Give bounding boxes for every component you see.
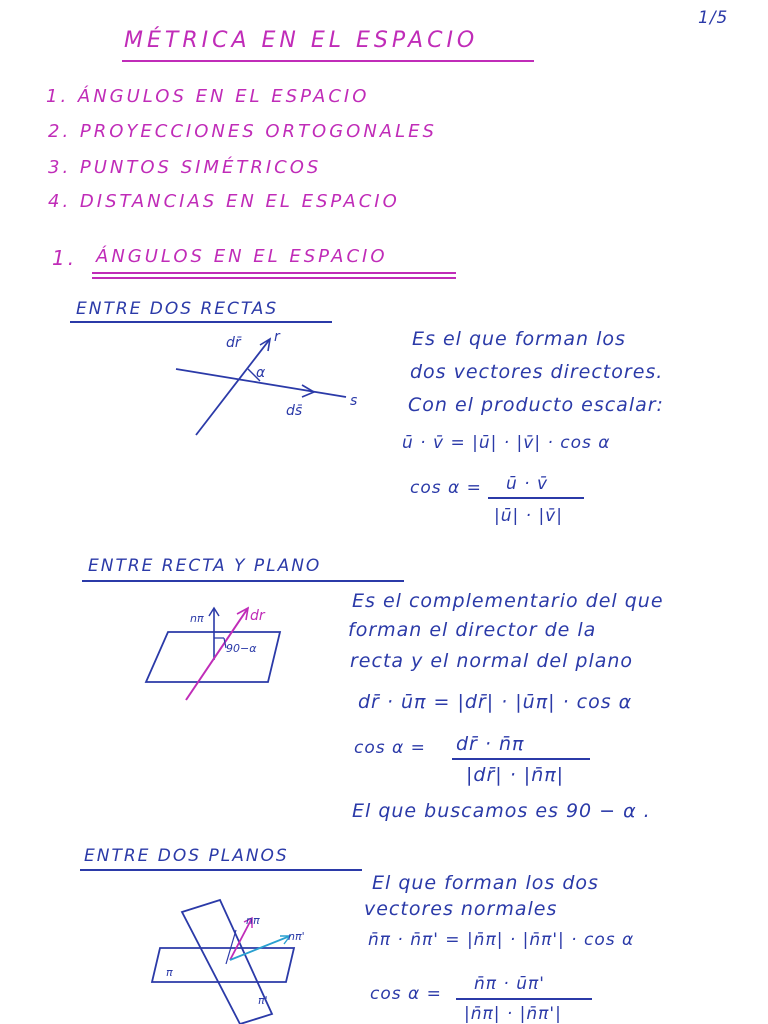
- line-plane-text-2: forman el director de la: [348, 619, 597, 641]
- two-lines-label-ds: ds̄: [286, 403, 303, 419]
- section-underline-1: [92, 272, 456, 274]
- two-planes-formula: n̄π · n̄π' = |n̄π| · |n̄π'| · cos α: [368, 930, 635, 950]
- two-lines-fraction-bar: [488, 497, 584, 499]
- contents-item-3: 3. PUNTOS SIMÉTRICOS: [48, 157, 322, 178]
- line-plane-heading: ENTRE RECTA Y PLANO: [88, 556, 322, 576]
- two-planes-label-p2: π': [258, 994, 268, 1007]
- two-lines-text-1: Es el que forman los: [412, 328, 626, 350]
- two-planes-label-p1: π: [166, 966, 173, 979]
- two-lines-label-s: s: [350, 393, 358, 409]
- two-lines-label-r: r: [274, 329, 280, 345]
- line-plane-label-dr: dr: [250, 608, 265, 624]
- two-planes-cos-lhs: cos α =: [370, 984, 442, 1004]
- line-plane-text-3: recta y el normal del plano: [350, 650, 634, 672]
- line-plane-formula: dr̄ · ūπ = |dr̄| · |ūπ| · cos α: [358, 691, 633, 713]
- two-planes-cos-den: |n̄π| · |n̄π'|: [464, 1004, 562, 1024]
- contents-item-4: 4. DISTANCIAS EN EL ESPACIO: [48, 191, 400, 212]
- two-lines-text-2: dos vectores directores.: [410, 361, 664, 383]
- two-lines-cos-lhs: cos α =: [410, 478, 482, 498]
- two-lines-heading: ENTRE DOS RECTAS: [76, 299, 279, 319]
- line-plane-cos-lhs: cos α =: [354, 738, 426, 758]
- section-heading: ÁNGULOS EN EL ESPACIO: [96, 246, 388, 267]
- two-planes-text-2: vectores normales: [364, 898, 558, 920]
- two-lines-diagram: [160, 325, 380, 445]
- line-plane-conclusion: El que buscamos es 90 − α .: [352, 800, 651, 822]
- two-planes-fraction-bar: [456, 998, 592, 1000]
- line-plane-cos-den: |dr̄| · |n̄π|: [466, 764, 565, 786]
- contents-item-1: 1. ÁNGULOS EN EL ESPACIO: [46, 86, 370, 107]
- line-plane-text-1: Es el complementario del que: [352, 590, 664, 612]
- line-plane-diagram: [140, 600, 310, 710]
- line-plane-label-n: nπ: [190, 612, 204, 625]
- two-planes-heading: ENTRE DOS PLANOS: [84, 846, 289, 866]
- section-underline-2: [92, 277, 456, 279]
- two-planes-diagram: [140, 896, 330, 1024]
- two-planes-label-n1: nπ: [246, 914, 260, 927]
- title-underline: [122, 60, 534, 62]
- line-plane-label-angle: 90−α: [226, 642, 257, 655]
- section-number: 1.: [52, 246, 78, 270]
- contents-item-2: 2. PROYECCIONES ORTOGONALES: [48, 121, 437, 142]
- two-lines-underline: [70, 321, 332, 323]
- two-lines-cos-den: |ū| · |v̄|: [494, 506, 563, 526]
- two-lines-label-alpha: α: [256, 365, 266, 381]
- page-number: 1/5: [698, 8, 729, 28]
- line-plane-fraction-bar: [452, 758, 590, 760]
- line-plane-cos-num: dr̄ · n̄π: [456, 733, 525, 755]
- two-lines-cos-num: ū · v̄: [506, 474, 549, 494]
- two-planes-underline: [80, 869, 362, 871]
- two-planes-text-1: El que forman los dos: [372, 872, 599, 894]
- page-title: MÉTRICA EN EL ESPACIO: [124, 28, 479, 53]
- two-lines-text-3: Con el producto escalar:: [408, 394, 664, 416]
- two-planes-cos-num: n̄π · ūπ': [474, 974, 545, 994]
- line-plane-underline: [82, 580, 404, 582]
- two-lines-formula: ū · v̄ = |ū| · |v̄| · cos α: [402, 433, 611, 453]
- two-lines-label-dr: dr̄: [226, 335, 241, 351]
- two-planes-label-n2: nπ': [288, 930, 305, 943]
